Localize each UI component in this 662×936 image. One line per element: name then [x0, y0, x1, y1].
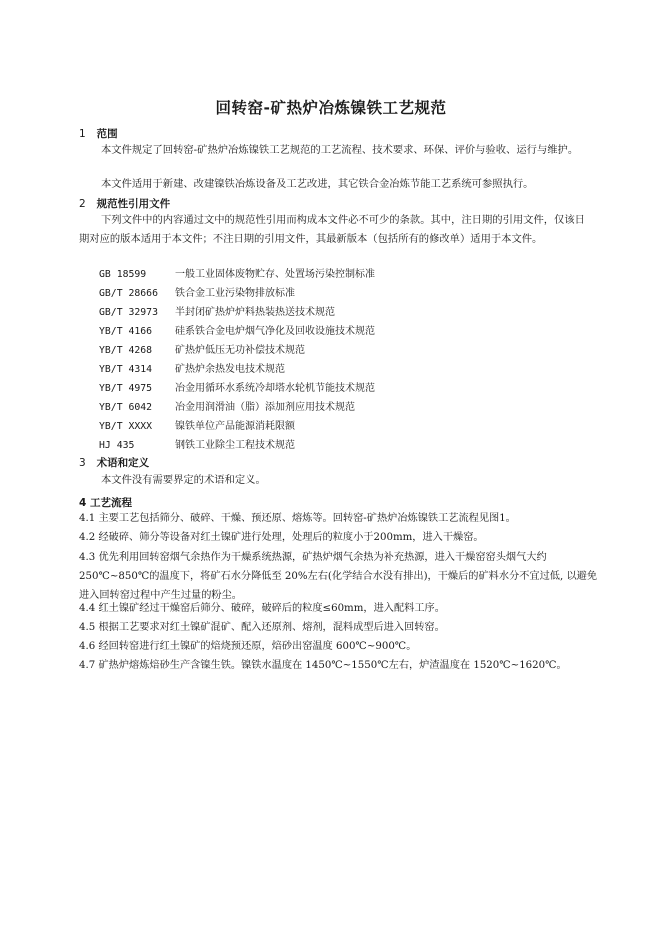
reference-title: 冶金用润滑油（脂）添加剂应用技术规范	[175, 402, 355, 413]
reference-item	[99, 341, 305, 356]
reference-code: YB/T 4314	[99, 364, 153, 375]
section-1-paragraph-1: 本文件规定了回转窑-矿热炉冶炼镍铁工艺规范的工艺流程、技术要求、环保、评价与验收、运行与维护。	[101, 144, 579, 156]
reference-code: YB/T 4166	[99, 326, 153, 337]
reference-title: 矿热炉低压无功补偿技术规范	[175, 345, 305, 356]
section-number: 1	[79, 128, 86, 140]
clause-4-5: 4.5 根据工艺要求对红土镍矿混矿、配入还原剂、熔剂，混料成型后进入回转窑。	[79, 622, 445, 633]
reference-code: YB/T 4975	[99, 383, 153, 394]
reference-title: 一般工业固体废物贮存、处置场污染控制标准	[175, 269, 375, 280]
reference-title: 半封闭矿热炉炉料热装热送技术规范	[175, 307, 335, 318]
section-4-heading: 4 工艺流程	[79, 497, 132, 509]
reference-item	[99, 284, 295, 299]
section-1-heading	[79, 126, 118, 141]
clause-4-2: 4.2 经破碎、筛分等设备对红土镍矿进行处理，处理后的粒度小于200mm，进入干燥窑。	[79, 532, 484, 543]
reference-title: 硅系铁合金电炉烟气净化及回收设施技术规范	[175, 326, 375, 337]
clause-4-6: 4.6 经回转窑进行红土镍矿的焙烧预还原，焙砂出窑温度 600℃~900℃。	[79, 641, 417, 652]
clause-4-7: 4.7 矿热炉熔炼焙砂生产含镍生铁。镍铁水温度在 1450℃~1550℃左右，炉渣温度在 1520℃~1620℃。	[79, 660, 567, 671]
section-heading-text: 范围	[96, 128, 118, 140]
section-3-heading	[79, 455, 149, 470]
reference-code: HJ 435	[99, 440, 135, 451]
section-1-paragraph-2: 本文件适用于新建、改建镍铁冶炼设备及工艺改进，其它铁合金冶炼节能工艺系统可参照执行。	[101, 178, 534, 190]
reference-title: 镍铁单位产品能源消耗限额	[175, 421, 295, 432]
section-2-heading	[79, 196, 170, 211]
reference-item	[99, 265, 375, 280]
reference-item	[99, 417, 295, 432]
reference-item	[99, 398, 355, 413]
reference-title: 钢铁工业除尘工程技术规范	[175, 440, 295, 451]
reference-title: 铁合金工业污染物排放标准	[175, 288, 295, 299]
section-heading-text: 规范性引用文件	[96, 198, 171, 210]
reference-code: YB/T 6042	[99, 402, 153, 413]
section-3-paragraph: 本文件没有需要界定的术语和定义。	[101, 474, 266, 486]
section-number: 2	[79, 198, 86, 210]
reference-code: YB/T XXXX	[99, 421, 153, 432]
section-2-intro: 下列文件中的内容通过文中的规范性引用而构成本文件必不可少的条款。其中，注日期的引用文件，仅该日期对应的版本适用于本文件；不注日期的引用文件，其最新版本（包括所有的修改单）适用于本文件。	[79, 214, 585, 245]
document-title: 回转窑-矿热炉冶炼镍铁工艺规范	[215, 99, 447, 117]
section-number: 3	[79, 457, 86, 469]
reference-code: GB/T 28666	[99, 288, 158, 299]
reference-item	[99, 303, 335, 318]
reference-title: 冶金用循环水系统冷却塔水轮机节能技术规范	[175, 383, 375, 394]
reference-item	[99, 379, 375, 394]
reference-item	[99, 322, 375, 337]
reference-item	[99, 360, 285, 375]
clause-4-3: 4.3 优先利用回转窑烟气余热作为干燥系统热源，矿热炉烟气余热为补充热源，进入干燥窑窑头烟气大约250℃~850℃的温度下，将矿石水分降低至 20%左右(化学结合水没有排出)，干燥后的矿料水分不宜过低, 以避免进入回转窑过程中产生过量的粉尘。	[79, 552, 598, 601]
clause-4-1: 4.1 主要工艺包括筛分、破碎、干燥、预还原、熔炼等。回转窑-矿热炉冶炼镍铁工艺流程见图1。	[79, 513, 516, 524]
reference-title: 矿热炉余热发电技术规范	[175, 364, 285, 375]
clause-4-4: 4.4 红土镍矿经过干燥窑后筛分、破碎，破碎后的粒度≤60mm，进入配料工序。	[79, 603, 445, 614]
reference-code: GB/T 32973	[99, 307, 158, 318]
reference-code: GB 18599	[99, 269, 147, 280]
section-heading-text: 术语和定义	[96, 457, 150, 469]
reference-item	[99, 436, 295, 451]
reference-code: YB/T 4268	[99, 345, 153, 356]
